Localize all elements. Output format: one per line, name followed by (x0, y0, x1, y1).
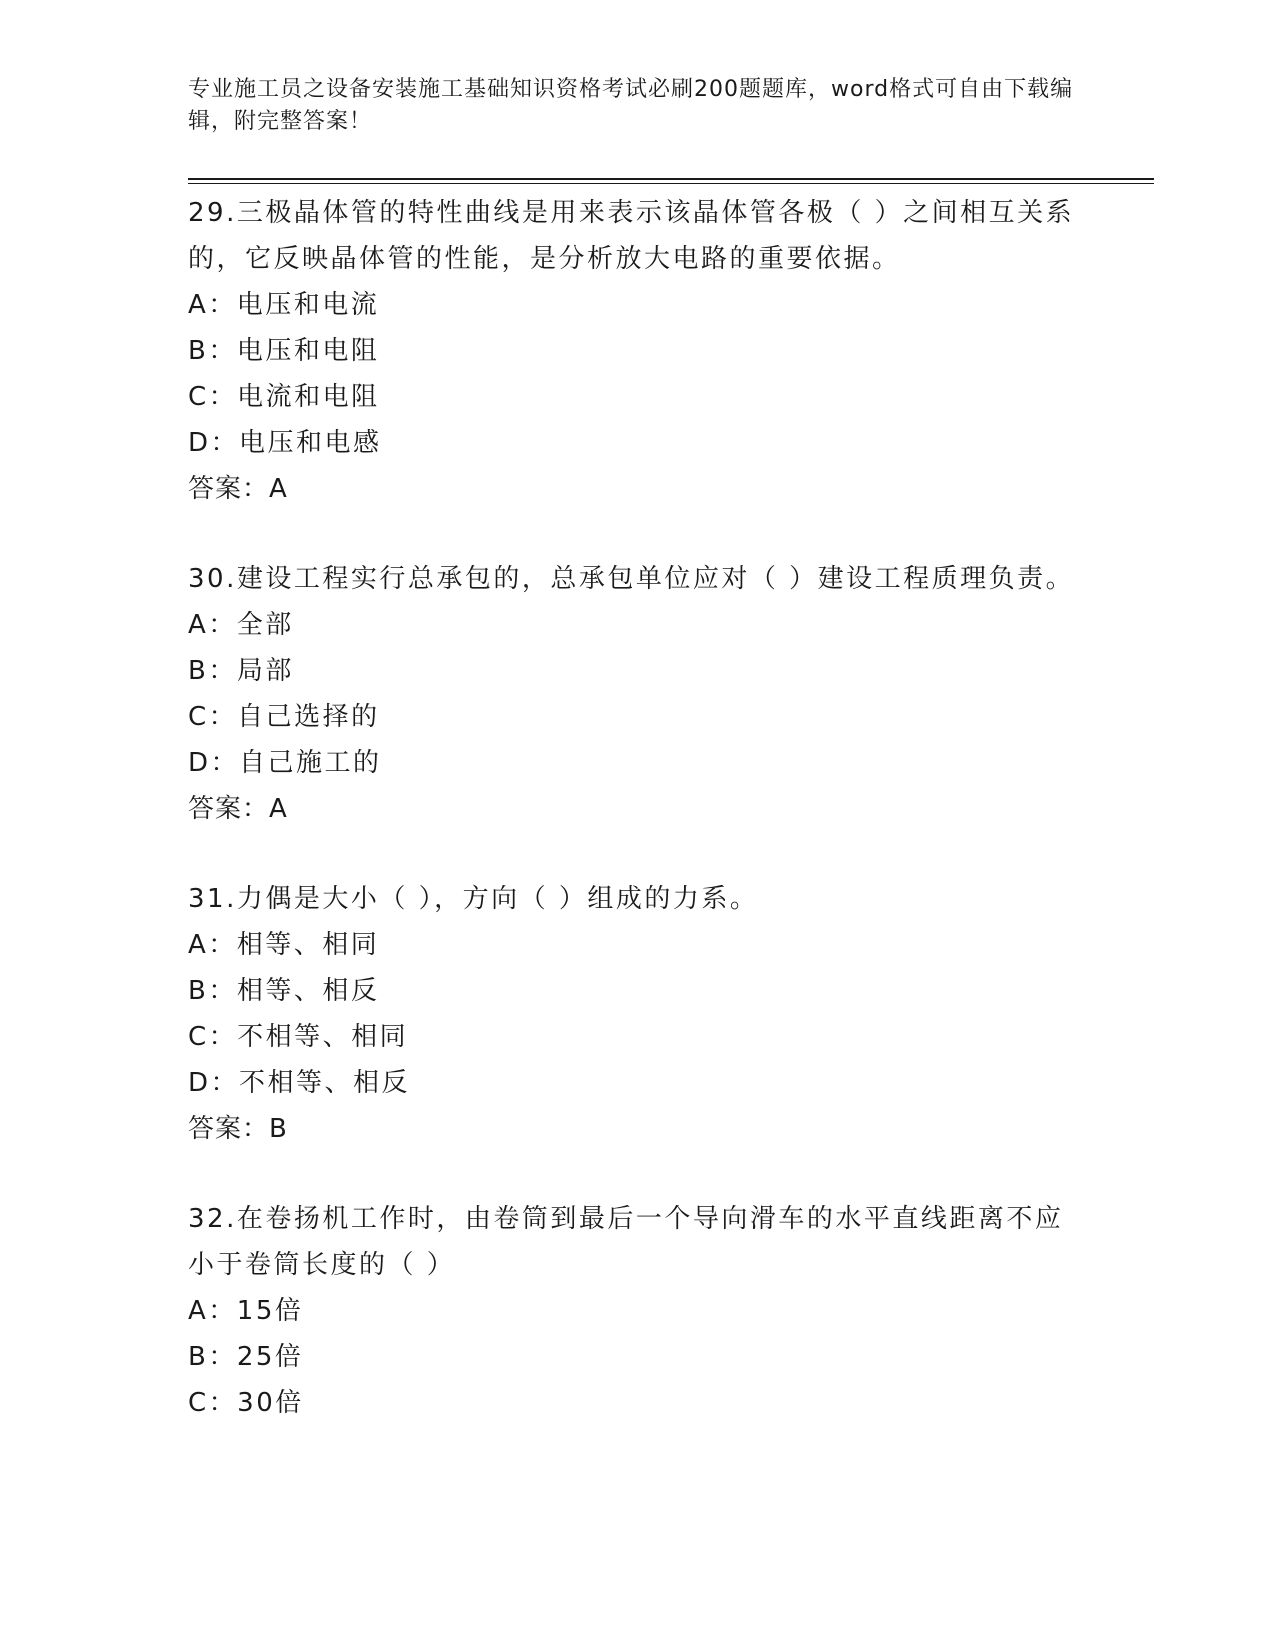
answer-text: 答案：A (188, 794, 288, 824)
question-list (188, 190, 1088, 1470)
header-divider-thick (188, 178, 1154, 180)
question-32 (188, 1196, 1088, 1426)
header-divider-thin (188, 183, 1154, 184)
option-b: B：相等、相反 (188, 976, 380, 1006)
question-31 (188, 876, 1088, 1152)
option-d: D：不相等、相反 (188, 1068, 411, 1098)
question-29 (188, 190, 1088, 512)
question-text: 30.建设工程实行总承包的，总承包单位应对（ ）建设工程质理负责。 (188, 564, 1075, 594)
option-c: C：自己选择的 (188, 702, 380, 732)
option-d: D：自己施工的 (188, 748, 382, 778)
option-b: B：局部 (188, 656, 294, 686)
option-c: C：不相等、相同 (188, 1022, 409, 1052)
option-a: A：相等、相同 (188, 930, 380, 960)
option-b: B：电压和电阻 (188, 336, 380, 366)
answer-text: 答案：B (188, 1114, 288, 1144)
option-d: D：电压和电感 (188, 428, 382, 458)
option-a: A：电压和电流 (188, 290, 380, 320)
question-text: 32.在卷扬机工作时，由卷筒到最后一个导向滑车的水平直线距离不应小于卷筒长度的（ ） (188, 1204, 1064, 1280)
option-a: A：全部 (188, 610, 294, 640)
question-text: 31.力偶是大小（ ），方向（ ）组成的力系。 (188, 884, 759, 914)
document-header: 专业施工员之设备安装施工基础知识资格考试必刷200题题库，word格式可自由下载编辑，附完整答案！ (188, 77, 1074, 134)
question-30 (188, 556, 1088, 832)
option-c: C：30倍 (188, 1388, 304, 1418)
option-b: B：25倍 (188, 1342, 304, 1372)
question-text: 29.三极晶体管的特性曲线是用来表示该晶体管各极（ ）之间相互关系的，它反映晶体管的性能，是分析放大电路的重要依据。 (188, 198, 1075, 274)
answer-text: 答案：A (188, 474, 288, 504)
option-a: A：15倍 (188, 1296, 304, 1326)
option-c: C：电流和电阻 (188, 382, 380, 412)
